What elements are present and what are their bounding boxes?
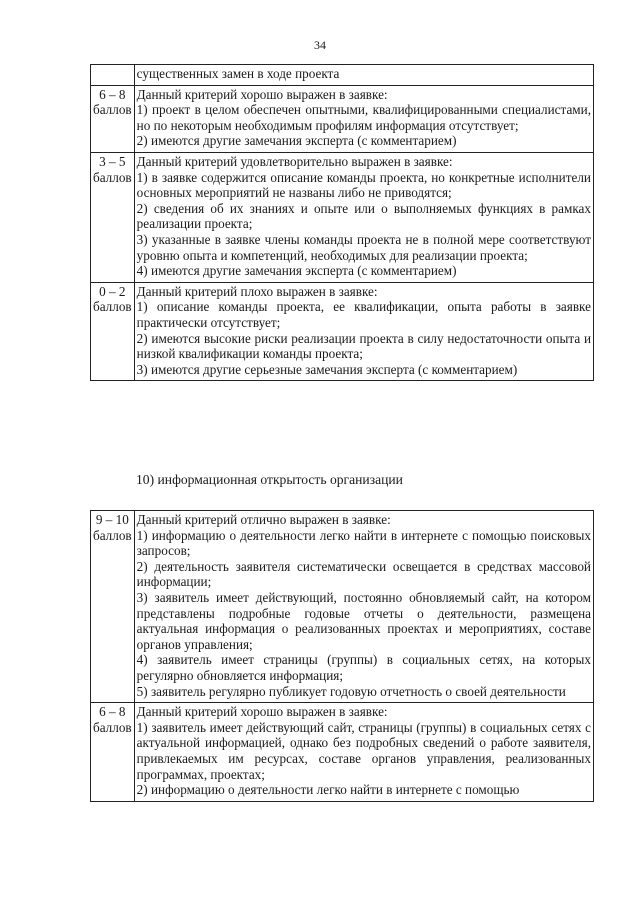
table-row xyxy=(91,65,594,86)
criterion-lead: Данный критерий удовлетворительно выражен в заявке: xyxy=(136,153,453,169)
criterion-item: 2) имеются высокие риски реализации проекта в силу недостаточности опыта и низкой квалификации команды проекта; xyxy=(136,330,591,362)
score-cell xyxy=(91,152,135,282)
score-cell xyxy=(91,511,135,703)
criterion-item: 4) имеются другие замечания эксперта (с комментарием) xyxy=(136,263,457,279)
score-range: 9 – 10 xyxy=(95,512,129,527)
criterion-item: 1) в заявке содержится описание команды проекта, но конкретные исполнители основных мероприятий не названы либо не приводятся; xyxy=(136,169,591,201)
criterion-item: 4) заявитель имеет страницы (группы) в социальных сетях, на которых регулярно обновляется информация; xyxy=(136,652,591,683)
table-row xyxy=(91,703,594,802)
score-unit: баллов xyxy=(93,169,132,185)
score-range: 0 – 2 xyxy=(99,283,126,299)
score-cell xyxy=(91,282,135,381)
criteria-table-team xyxy=(90,64,594,381)
score-unit: баллов xyxy=(93,299,132,315)
score-cell-empty xyxy=(91,65,135,86)
criteria-table-openness xyxy=(90,510,594,802)
table-row xyxy=(91,282,594,381)
criterion-item: 5) заявитель регулярно публикует годовую отчетность о своей деятельности xyxy=(136,683,566,699)
criterion-lead: Данный критерий плохо выражен в заявке: xyxy=(136,283,378,299)
table-row xyxy=(91,152,594,282)
criterion-item: 1) заявитель имеет действующий сайт, страницы (группы) в социальных сетях с актуальной информацией, однако без подробных сведений о работе заявителя, привлекаемых им ресурсах, составе органов управления, реализованных программах, проектах; xyxy=(136,719,591,782)
score-range: 6 – 8 xyxy=(99,704,126,720)
criterion-lead: Данный критерий хорошо выражен в заявке: xyxy=(136,86,388,102)
score-unit: баллов xyxy=(93,719,132,735)
criterion-item: 1) проект в целом обеспечен опытными, квалифицированными специалистами, но по некоторым необходимым профилям информация отсутствует; xyxy=(136,102,591,133)
score-unit: баллов xyxy=(93,102,132,118)
criterion-item: 2) информацию о деятельности легко найти в интернете с помощью xyxy=(136,782,520,798)
table-row xyxy=(91,511,594,703)
description-cell xyxy=(134,282,593,381)
criterion-lead: Данный критерий отлично выражен в заявке: xyxy=(136,512,391,527)
criterion-item: 3) заявитель имеет действующий, постоянно обновляемый сайт, на котором представлены подробные годовые отчеты о деятельности, размещена актуальная информация о реализованных проектах и мероприятиях, составе органов управления; xyxy=(136,589,591,652)
table-row xyxy=(91,85,594,152)
score-range: 6 – 8 xyxy=(99,86,126,102)
criterion-item: 1) описание команды проекта, ее квалификации, опыта работы в заявке практически отсутствует; xyxy=(136,299,591,330)
criterion-item: 2) имеются другие замечания эксперта (с комментарием) xyxy=(136,133,457,149)
description-cell xyxy=(134,152,593,282)
score-cell xyxy=(91,85,135,152)
criterion-lead: Данный критерий хорошо выражен в заявке: xyxy=(136,704,388,720)
continuation-text: существенных замен в ходе проекта xyxy=(136,66,340,81)
criterion-item: 3) имеются другие серьезные замечания эксперта (с комментарием) xyxy=(136,361,518,377)
page-number: 34 xyxy=(314,38,326,52)
description-cell xyxy=(134,511,593,703)
description-cell xyxy=(134,703,593,802)
criterion-item: 3) указанные в заявке члены команды проекта не в полной мере соответствуют уровню опыта и компетенций, необходимых для реализации проекта; xyxy=(136,231,591,263)
score-unit: баллов xyxy=(93,527,132,543)
score-range: 3 – 5 xyxy=(99,153,126,169)
section-heading: 10) информационная открытость организации xyxy=(136,472,403,487)
criterion-item: 2) деятельность заявителя систематически освещается в средствах массовой информации; xyxy=(136,558,591,590)
score-cell xyxy=(91,703,135,802)
criterion-item: 2) сведения об их знаниях и опыте или о выполняемых функциях в рамках реализации проекта; xyxy=(136,200,591,232)
description-cell xyxy=(134,85,593,152)
description-cell xyxy=(134,65,593,86)
criterion-item: 1) информацию о деятельности легко найти в интернете с помощью поисковых запросов; xyxy=(136,527,591,559)
